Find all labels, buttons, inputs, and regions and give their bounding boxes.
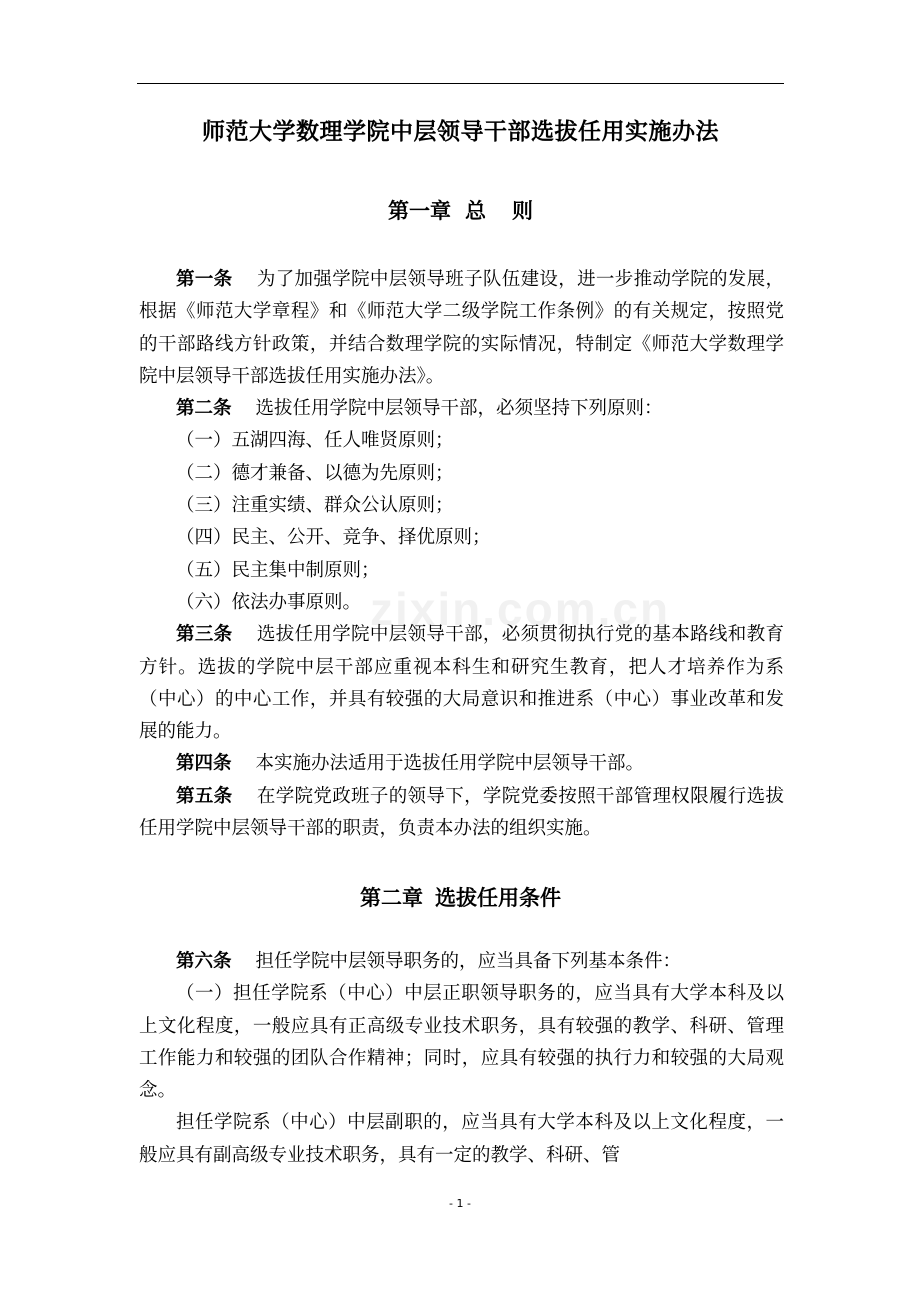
article-label: 第二条 (176, 398, 232, 420)
article-1 (139, 264, 784, 393)
document-title: 师范大学数理学院中层领导干部选拔任用实施办法 (202, 119, 719, 145)
list-item: （四）民主、公开、竞争、择优原则； (176, 527, 491, 549)
article-6-paragraph-1: （一）担任学院系（中心）中层正职领导职务的，应当具有大学本科及以上文化程度，一般应具有正高级专业技术职务，具有较强的教学、科研、管理工作能力和较强的团队合作精神；同时，应具有较强的执行力和较强的大局观念。 (139, 983, 784, 1102)
watermark: zixin.com.cn (370, 583, 671, 635)
article-4 (139, 748, 784, 780)
article-text: 在学院党政班子的领导下，学院党委按照干部管理权限履行选拔任用学院中层领导干部的职责，负责本办法的组织实施。 (139, 785, 784, 840)
list-item: （五）民主集中制原则； (176, 559, 380, 581)
article-3 (139, 619, 784, 748)
article-text: 选拔任用学院中层领导干部，必须贯彻执行党的基本路线和教育方针。选拔的学院中层干部应重视本科生和研究生教育，把人才培养作为系（中心）的中心工作，并具有较强的大局意识和推进系（中心）事业改革和发展的能力。 (139, 624, 784, 743)
list-item: （二）德才兼备、以德为先原则； (176, 462, 454, 484)
chapter-title-part: 总 (465, 199, 486, 223)
article-5 (139, 781, 784, 846)
chapter-heading-1 (137, 196, 784, 226)
list-item: （一）五湖四海、任人唯贤原则； (176, 430, 454, 452)
article-6-paragraph-2: 担任学院系（中心）中层副职的，应当具有大学本科及以上文化程度，一般应具有副高级专业技术职务，具有一定的教学、科研、管 (139, 1112, 784, 1166)
article-label: 第六条 (176, 951, 232, 972)
chapter-1-body (139, 264, 784, 845)
article-label: 第三条 (176, 624, 233, 646)
article-text: 担任学院中层领导职务的，应当具备下列基本条件： (255, 951, 682, 972)
chapter-number: 第二章 (360, 886, 423, 910)
chapter-heading-2 (137, 883, 784, 913)
article-text: 本实施办法适用于选拔任用学院中层领导干部。 (255, 753, 645, 775)
article-label: 第一条 (176, 269, 233, 290)
article-label: 第五条 (176, 785, 233, 807)
list-item: （三）注重实绩、群众公认原则； (176, 495, 454, 517)
header-rule (137, 83, 784, 84)
article-text: 为了加强学院中层领导班子队伍建设，进一步推动学院的发展，根据《师范大学章程》和《师范大学二级学院工作条例》的有关规定，按照党的干部路线方针政策，并结合数理学院的实际情况，特制定《师范大学数理学院中层领导干部选拔任用实施办法》。 (139, 269, 784, 387)
article-text: 选拔任用学院中层领导干部，必须坚持下列原则： (255, 398, 663, 420)
list-item: （六）依法办事原则。 (176, 591, 362, 613)
article-6 (139, 946, 784, 978)
page-number: - 1 - (449, 1197, 471, 1210)
article-label: 第四条 (176, 753, 232, 775)
chapter-2-body (139, 946, 784, 1172)
chapter-title-part: 选拔任用条件 (435, 886, 561, 910)
chapter-title-part: 则 (512, 199, 533, 223)
chapter-number: 第一章 (388, 199, 451, 223)
article-2 (139, 393, 784, 425)
